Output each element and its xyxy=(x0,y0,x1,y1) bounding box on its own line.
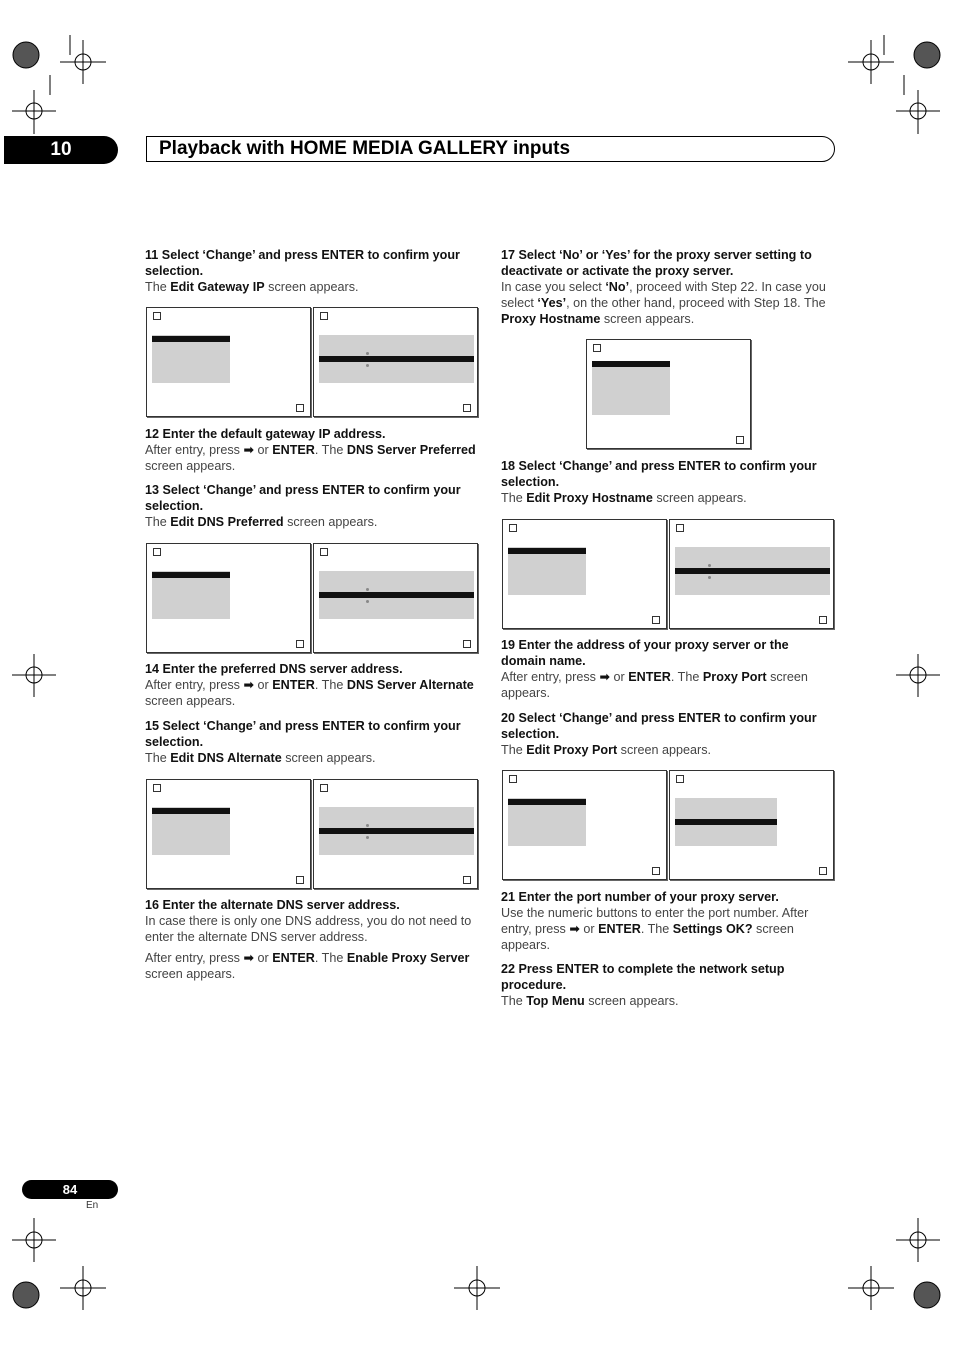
page-number: 84 xyxy=(22,1180,118,1199)
screen-edit-dns-preferred xyxy=(313,543,478,653)
step-12 xyxy=(145,426,479,474)
screen-dns-preferred xyxy=(146,543,311,653)
step-21-body: Use the numeric buttons to enter the port number. After entry, press ➡ or ENTER. The Settings OK? screen appears. xyxy=(501,906,809,952)
screen-dns-alternate xyxy=(146,779,311,889)
step-19-body: After entry, press ➡ or ENTER. The Proxy Port screen appears. xyxy=(501,670,808,700)
step-12-body: After entry, press ➡ or ENTER. The DNS Server Preferred screen appears. xyxy=(145,443,476,473)
step-22-body: The Top Menu screen appears. xyxy=(501,994,679,1008)
step-14 xyxy=(145,661,479,709)
step-15 xyxy=(145,718,479,766)
step-17-heading: 17 Select ‘No’ or ‘Yes’ for the proxy server setting to deactivate or activate the proxy server. xyxy=(501,248,812,278)
step-17-body: In case you select ‘No’, proceed with Step 22. In case you select ‘Yes’, on the other hand, proceed with Step 18. The Proxy Hostname screen appears. xyxy=(501,280,826,326)
step-16-heading: 16 Enter the alternate DNS server address. xyxy=(145,898,400,912)
step-13 xyxy=(145,482,479,530)
screen-edit-dns-alternate xyxy=(313,779,478,889)
step-20 xyxy=(501,710,835,758)
step-22 xyxy=(501,961,835,1009)
step-14-heading: 14 Enter the preferred DNS server address. xyxy=(145,662,403,676)
step-19-heading: 19 Enter the address of your proxy server or the domain name. xyxy=(501,638,789,668)
screen-edit-gateway-ip xyxy=(313,307,478,417)
step-11-heading: 11 Select ‘Change’ and press ENTER to confirm your selection. xyxy=(145,248,460,278)
step-15-body: The Edit DNS Alternate screen appears. xyxy=(145,751,376,765)
step-18-heading: 18 Select ‘Change’ and press ENTER to confirm your selection. xyxy=(501,459,817,489)
step-21-heading: 21 Enter the port number of your proxy server. xyxy=(501,890,779,904)
step-18 xyxy=(501,458,835,506)
step-20-heading: 20 Select ‘Change’ and press ENTER to confirm your selection. xyxy=(501,711,817,741)
step-18-body: The Edit Proxy Hostname screen appears. xyxy=(501,491,747,505)
chapter-number: 10 xyxy=(4,136,118,164)
step-15-heading: 15 Select ‘Change’ and press ENTER to confirm your selection. xyxy=(145,719,461,749)
screen-edit-proxy-hostname xyxy=(669,519,834,629)
step-20-body: The Edit Proxy Port screen appears. xyxy=(501,743,711,757)
step-11 xyxy=(145,247,479,295)
step-22-heading: 22 Press ENTER to complete the network setup procedure. xyxy=(501,962,785,992)
step-19 xyxy=(501,637,835,701)
screen-edit-proxy-port xyxy=(669,770,834,880)
screen-gateway-ip xyxy=(146,307,311,417)
step-13-body: The Edit DNS Preferred screen appears. xyxy=(145,515,378,529)
step-16 xyxy=(145,897,479,982)
step-12-heading: 12 Enter the default gateway IP address. xyxy=(145,427,386,441)
screen-enable-proxy xyxy=(586,339,751,449)
step-16-note: In case there is only one DNS address, you do not need to enter the alternate DNS server address. xyxy=(145,914,472,944)
step-21 xyxy=(501,889,835,953)
step-13-heading: 13 Select ‘Change’ and press ENTER to confirm your selection. xyxy=(145,483,461,513)
page-language: En xyxy=(86,1200,99,1211)
step-17 xyxy=(501,247,835,327)
screen-proxy-hostname xyxy=(502,519,667,629)
step-11-body: The Edit Gateway IP screen appears. xyxy=(145,280,359,294)
step-16-body: After entry, press ➡ or ENTER. The Enable Proxy Server screen appears. xyxy=(145,951,470,981)
screen-proxy-port xyxy=(502,770,667,880)
chapter-title: Playback with HOME MEDIA GALLERY inputs xyxy=(146,136,835,162)
step-14-body: After entry, press ➡ or ENTER. The DNS Server Alternate screen appears. xyxy=(145,678,474,708)
